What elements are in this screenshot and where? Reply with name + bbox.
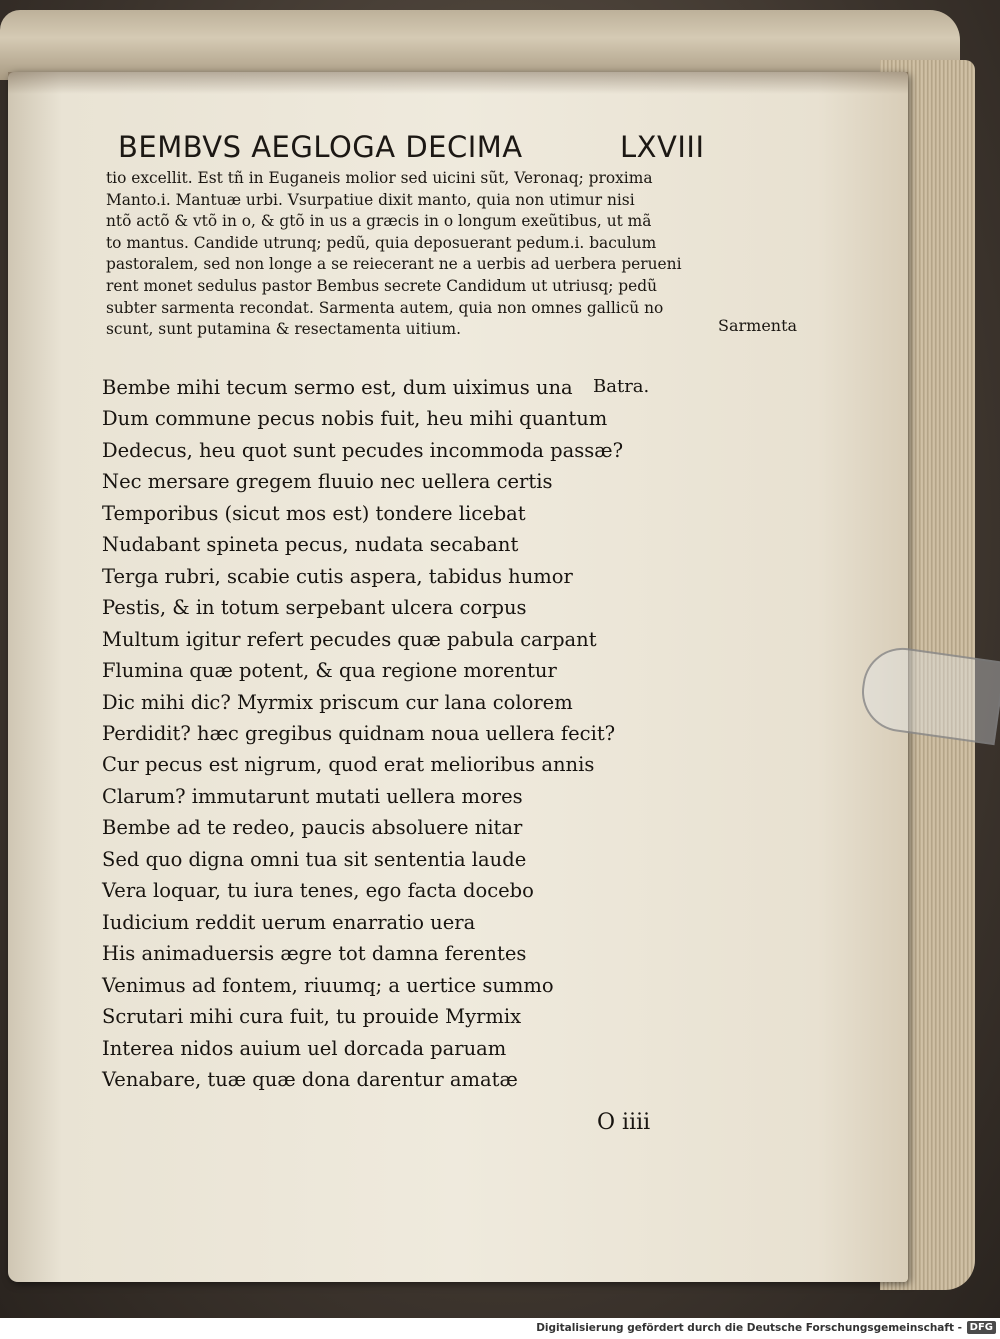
verse-line: Flumina quæ potent, & qua regione morentur [102,659,557,683]
verse-line: Pestis, & in totum serpebant ulcera corpus [102,596,527,620]
verse-line: His animaduersis ægre tot damna ferentes [102,942,527,966]
verse-block [102,372,662,1095]
commentary-line: to mantus. Candide utrunq; pedũ, quia deposuerant pedum.i. baculum [106,233,657,252]
verse-line: Dum commune pecus nobis fuit, heu mihi quantum [102,407,608,431]
running-header [118,130,738,170]
verse-line: Temporibus (sicut mos est) tondere licebat [102,501,526,525]
verse-line: Terga rubri, scabie cutis aspera, tabidus humor [102,564,573,588]
verse-line: Clarum? immutarunt mutati uellera mores [102,784,523,808]
commentary-line: ntõ actõ & vtõ in o, & gtõ in us a græcis in o longum exeũtibus, ut mã [106,212,652,231]
show-through-text [705,320,885,1140]
commentary-line: scunt, sunt putamina & resectamenta uitium. [106,320,461,339]
margin-note-batra: Batra. [593,376,650,397]
verse-line: Venimus ad fontem, riuumq; a uertice summo [102,973,554,997]
dfg-logo: DFG [967,1321,996,1334]
verse-line: Multum igitur refert pecudes quæ pabula carpant [102,627,597,651]
verse-line: Nec mersare gregem fluuio nec uellera certis [102,470,553,494]
commentary-line: tio excellit. Est tñ in Euganeis molior sed uicini sũt, Veronaq; proxima [106,169,653,187]
verse-line: Venabare, tuæ quæ dona darentur amatæ [102,1067,518,1091]
commentary-block [106,168,726,341]
verse-line: Sed quo digna omni tua sit sententia laude [102,847,527,871]
verse-line: Scrutari mihi cura fuit, tu prouide Myrmix [102,1005,522,1029]
running-title: BEMBVS AEGLOGA DECIMA [118,130,523,164]
verse-line: Perdidit? hæc gregibus quidnam noua uellera fecit? [102,721,616,745]
folio-number: LXVIII [620,130,705,164]
margin-note-sarmenta: Sarmenta [718,316,798,335]
verse-line: Cur pecus est nigrum, quod erat melioribus annis [102,753,595,777]
verse-line: Vera loquar, tu iura tenes, ego facta docebo [102,879,534,903]
verse-line: Iudicium reddit uerum enarratio uera [102,910,476,934]
verse-line: Dedecus, heu quot sunt pecudes incommoda passæ? [102,438,624,462]
digitization-footer [0,1318,1000,1339]
verse-line: Nudabant spineta pecus, nudata secabant [102,533,519,557]
signature-mark: O iiii [597,1110,651,1135]
commentary-line: subter sarmenta recondat. Sarmenta autem, quia non omnes gallicũ no [106,298,664,317]
commentary-line: pastoralem, sed non longe a se reiecerant ne a uerbis ad uerbera perueni [106,255,682,274]
verse-line: Dic mihi dic? Myrmix priscum cur lana colorem [102,690,573,714]
commentary-line: Manto.i. Mantuæ urbi. Vsurpatiue dixit manto, quia non utimur nisi [106,190,635,209]
footer-credit: Digitalisierung gefördert durch die Deutsche Forschungsgemeinschaft - [536,1322,962,1334]
commentary-line: rent monet sedulus pastor Bembus secrete Candidum ut utriusq; pedũ [106,276,657,295]
verse-line: Bembe ad te redeo, paucis absoluere nitar [102,816,523,840]
verse-line: Interea nidos auium uel dorcada paruam [102,1036,507,1060]
verse-line: Bembe mihi tecum sermo est, dum uiximus una [102,376,573,399]
page-gutter-shadow [8,72,908,94]
book-spine-top [0,10,960,80]
